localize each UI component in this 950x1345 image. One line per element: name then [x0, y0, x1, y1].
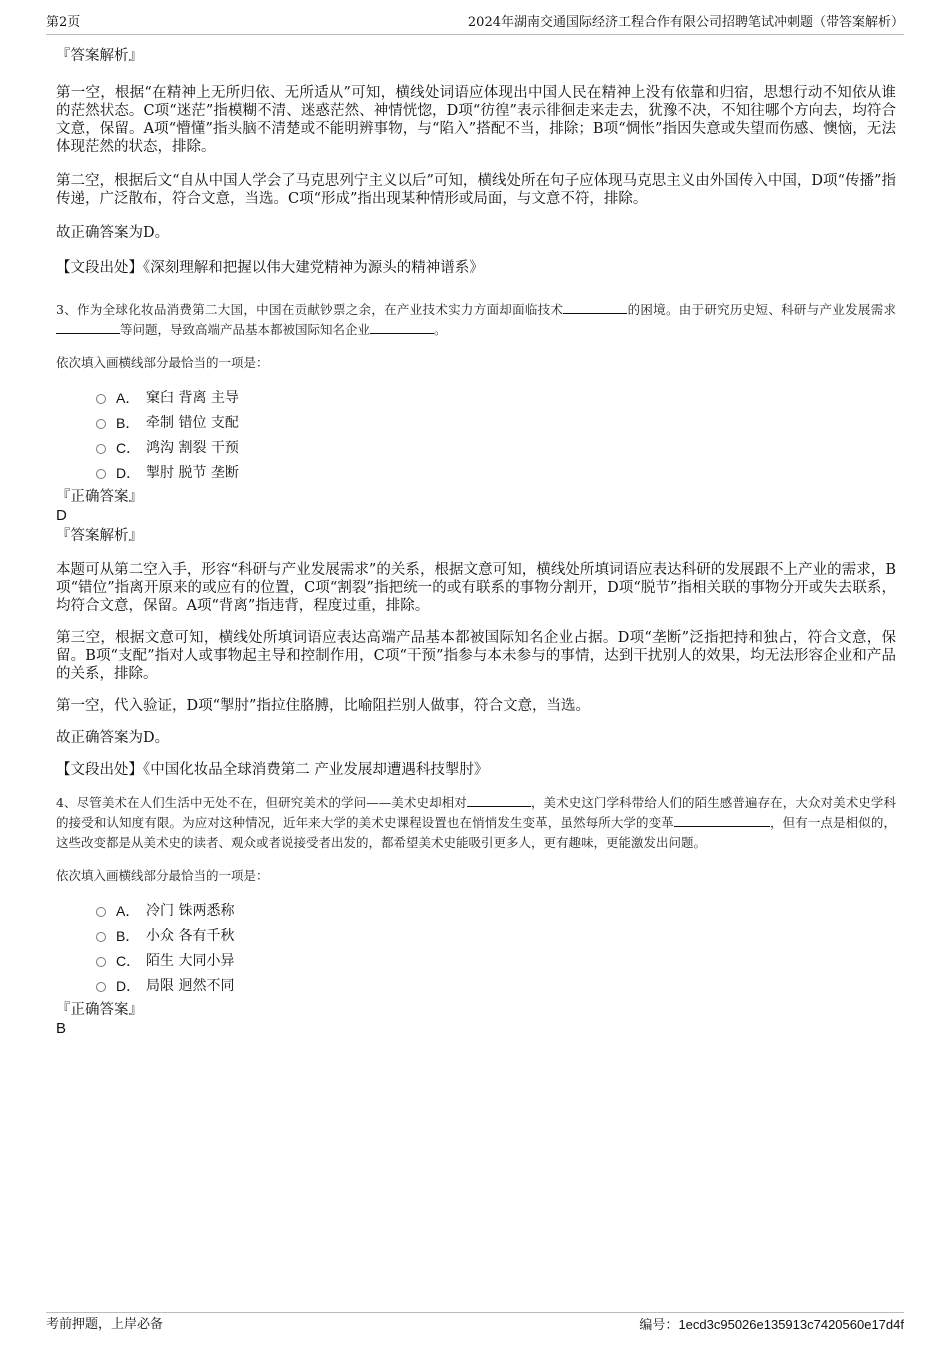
question-stem [56, 300, 896, 340]
main-content [56, 44, 896, 1038]
option-list [56, 386, 896, 486]
analysis-paragraph: 第三空，根据文意可知，横线处所填词语应表达高端产品基本都被国际知名企业占据。D项“垄断”泛指把持和独占，符合文意，保留。B项“支配”指对人或事物起主导和控制作用，C项“干预”指参与本未参与的事情，达到干扰别人的效果，均无法形容企业和产品的关系，排除。 [56, 630, 896, 682]
radio-button[interactable] [96, 444, 106, 454]
radio-button[interactable] [96, 982, 106, 992]
option-b[interactable] [56, 924, 896, 949]
conclusion-text: 故正确答案为D。 [56, 730, 170, 746]
question-text: 。 [434, 322, 447, 337]
option-text: 掣肘 脱节 垄断 [146, 465, 239, 481]
radio-button[interactable] [96, 419, 106, 429]
fill-blank [467, 794, 531, 807]
option-letter: B． [116, 415, 140, 431]
option-letter: D． [116, 465, 141, 481]
question-text: ，但有一点是相似的，这些改变都是从美术史的读者、观众或者说接受者出发的，都希望美术史能吸引更多人，更有趣味，更能激发出问题。 [56, 815, 896, 850]
option-d[interactable] [56, 461, 896, 486]
option-text: 局限 迥然不同 [146, 978, 235, 994]
document-title: 2024年湖南交通国际经济工程合作有限公司招聘笔试冲刺题（带答案解析） [467, 15, 904, 30]
radio-button[interactable] [96, 469, 106, 479]
page-number: 第2页 [46, 15, 81, 30]
code-label: 编号： [639, 1318, 679, 1333]
footer-note: 考前押题，上岸必备 [46, 1317, 164, 1332]
option-letter: A． [116, 390, 140, 406]
option-b[interactable] [56, 411, 896, 436]
analysis-paragraph: 本题可从第二空入手，形容“科研与产业发展需求”的关系，根据文意可知，横线处所填词语应表达科研的发展跟不上产业的需求，B项“错位”指离开原来的或应有的位置，C项“割裂”指把统一的或有联系的事物分割开，D项“脱节”指相关联的事物分开或失去联系，均符合文意，保留。A项“背离”指违背，程度过重，排除。 [56, 562, 896, 614]
analysis-paragraph: 第一空，根据“在精神上无所归依、无所适从”可知，横线处词语应体现出中国人民在精神上没有依靠和归宿，思想行动不知依从谁的茫然状态。C项“迷茫”指模糊不清、迷惑茫然、神情恍惚，D项“彷徨”表示徘徊走来走去，犹豫不决，不知往哪个方向去，均符合文意，保留。A项“懵懂”指头脑不清楚或不能明辨事物，与“陷入”搭配不当，排除；B项“惆怅”指因失意或失望而伤感、懊恼，无法体现茫然的状态，排除。 [56, 85, 896, 155]
fill-blank [370, 321, 434, 334]
analysis-heading: 『答案解析』 [56, 528, 143, 544]
fill-blank [56, 321, 120, 334]
option-letter: C． [116, 440, 141, 456]
option-a[interactable] [56, 386, 896, 411]
option-d[interactable] [56, 974, 896, 999]
analysis-paragraph: 第二空，根据后文“自从中国人学会了马克思列宁主义以后”可知，横线处所在句子应体现马克思主义由外国传入中国，D项“传播”指传递，广泛散布，符合文意，当选。C项“形成”指出现某种情形或局面，与文意不符，排除。 [56, 173, 896, 207]
option-text: 陌生 大同小异 [146, 953, 235, 969]
analysis-heading: 『答案解析』 [56, 48, 143, 64]
option-letter: D． [116, 978, 141, 994]
correct-answer-heading: 『正确答案』 [56, 489, 143, 505]
option-c[interactable] [56, 949, 896, 974]
question-text: 等问题，导致高端产品基本都被国际知名企业 [120, 322, 371, 337]
source-citation: 【文段出处】《深刻理解和把握以伟大建党精神为源头的精神谱系》 [56, 260, 484, 276]
option-a[interactable] [56, 899, 896, 924]
question-text: 4、尽管美术在人们生活中无处不在，但研究美术的学问——美术史却相对 [56, 795, 467, 810]
option-letter: C． [116, 953, 141, 969]
option-text: 冷门 铢两悉称 [146, 903, 235, 919]
radio-button[interactable] [96, 907, 106, 917]
option-text: 小众 各有千秋 [146, 928, 235, 944]
question-text: 的困境。由于研究历史短、科研与产业发展需求 [627, 302, 896, 317]
option-letter: B． [116, 928, 140, 944]
question-prompt: 依次填入画横线部分最恰当的一项是： [56, 355, 269, 370]
correct-answer: D [56, 507, 67, 524]
analysis-paragraph: 第一空，代入验证，D项“掣肘”指拉住胳膊，比喻阻拦别人做事，符合文意，当选。 [56, 698, 590, 714]
option-list [56, 899, 896, 999]
option-letter: A． [116, 903, 140, 919]
page-header [46, 14, 904, 35]
question-stem [56, 793, 896, 853]
option-text: 窠臼 背离 主导 [146, 390, 239, 406]
question-text: 3、作为全球化妆品消费第二大国，中国在贡献钞票之余，在产业技术实力方面却面临技术 [56, 302, 564, 317]
page-footer [46, 1312, 904, 1337]
conclusion-text: 故正确答案为D。 [56, 225, 170, 241]
option-text: 牵制 错位 支配 [146, 415, 239, 431]
option-text: 鸿沟 割裂 干预 [146, 440, 239, 456]
question-text: ，美术史这门学科带给人们的陌生感普遍存在，大众对美术史学科的接受和认知度有限。为应对这种情况，近年来大学的美术史课程设置也在悄悄发生变革，虽然每所大学的变革 [56, 795, 896, 830]
correct-answer-heading: 『正确答案』 [56, 1002, 143, 1018]
radio-button[interactable] [96, 932, 106, 942]
correct-answer: B [56, 1020, 67, 1037]
option-c[interactable] [56, 436, 896, 461]
fill-blank [674, 814, 770, 827]
radio-button[interactable] [96, 394, 106, 404]
source-citation: 【文段出处】《中国化妆品全球消费第二 产业发展却遭遇科技掣肘》 [56, 762, 489, 778]
radio-button[interactable] [96, 957, 106, 967]
document-code [639, 1315, 904, 1336]
fill-blank [563, 301, 627, 314]
code-value: 1ecd3c95026e135913c7420560e17d4f [678, 1317, 904, 1332]
question-prompt: 依次填入画横线部分最恰当的一项是： [56, 868, 269, 883]
